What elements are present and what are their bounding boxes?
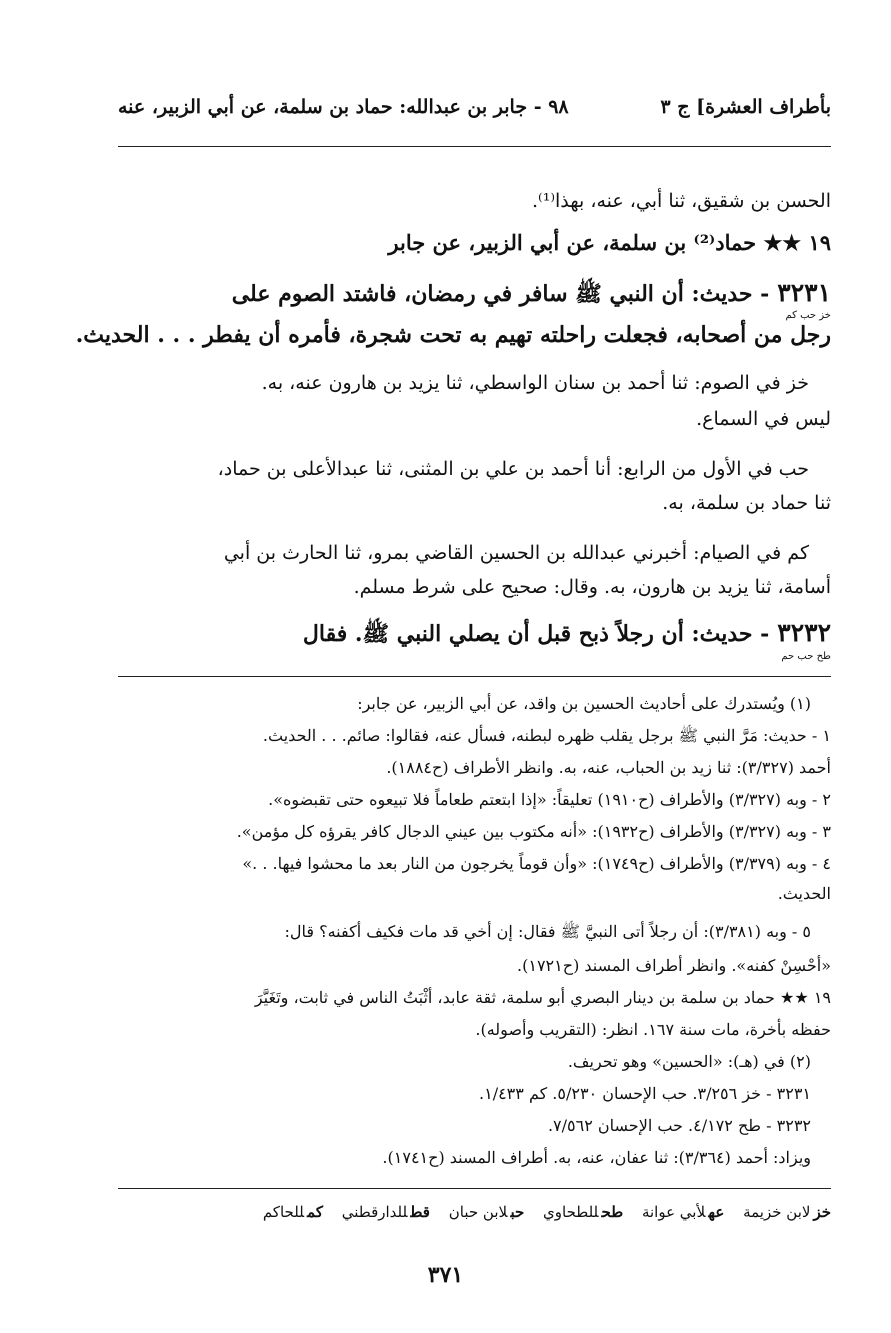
hadith-text: - حديث: أن رجلاً ذبح قبل أن يصلي النبي ﷺ. فقال xyxy=(302,621,770,647)
hadith-number: ٣٢٣٢ xyxy=(777,618,831,647)
header-chapter: ٩٨ - جابر بن عبدالله: حماد بن سلمة، عن أبي الزبير، عنه xyxy=(118,96,569,118)
abbreviations-legend xyxy=(118,1203,831,1221)
text-line: ثنا حماد بن سلمة، به. xyxy=(662,492,831,514)
footnote-rule xyxy=(118,676,831,677)
hadith-text: - حديث: أن النبي ﷺ سافر في رمضان، فاشتد الصوم على xyxy=(231,281,770,307)
footnote-line: «أحْسِنْ كفنه». وانظر أطراف المسند (ح١٧٢١). xyxy=(517,956,831,975)
header-rule xyxy=(118,146,831,147)
footnote-line: ٣٢٣٢ - طح ٤/١٧٢. حب الإحسان ٧/٥٦٢. xyxy=(547,1116,811,1135)
footnote-line: ١٩ ★★ حماد بن سلمة بن دينار البصري أبو سلمة، ثقة عابد، أثْبَتُ الناس في ثابت، وتَغَيَّرَ xyxy=(254,988,831,1007)
section-title: حماد⁽²⁾ بن سلمة، عن أبي الزبير، عن جابر xyxy=(388,230,757,255)
footnote-line: (٢) في (هـ): «الحسين» وهو تحريف. xyxy=(567,1052,811,1071)
footnote-line: أحمد (٣/٣٢٧): ثنا زيد بن الحباب، عنه، به. وانظر الأطراف (ح١٨٨٤). xyxy=(386,758,831,777)
footnote-line: ٣٢٣١ - خز ٣/٢٥٦. حب الإحسان ٥/٢٣٠. كم ١/٤٣٣. xyxy=(479,1084,811,1103)
legend-item: كمللحاكم xyxy=(262,1203,323,1221)
footnote-line: ٣ - وبه (٣/٣٢٧) والأطراف (ح١٩٣٢): «أنه مكتوب بين عيني الدجال كافر يقرؤه كل مؤمن». xyxy=(236,822,831,841)
footnote-line: ٥ - وبه (٣/٣٨١): أن رجلاً أتى النبيَّ ﷺ فقال: إن أخي قد مات فكيف أكفنه؟ قال: xyxy=(284,922,811,941)
text-line: كم في الصيام: أخبرني عبدالله بن الحسين القاضي بمرو، ثنا الحارث بن أبي xyxy=(223,542,809,564)
footnote-line: ١ - حديث: مَرَّ النبي ﷺ برجل يقلب ظهره لبطنه، فسأل عنه، فقالوا: صائم. . . الحديث. xyxy=(262,726,831,745)
legend-item: عهلأبي عوانة xyxy=(641,1203,725,1221)
hadith-3231 xyxy=(118,280,831,307)
legend-item: خزلابن خزيمة xyxy=(743,1203,831,1221)
footnote-line: ويزاد: أحمد (٣/٣٦٤): ثنا عفان، عنه، به. أطراف المسند (ح١٧٤١). xyxy=(382,1148,811,1167)
footnote-line: الحديث. xyxy=(777,884,831,903)
footnote-line: (١) ويُستدرك على أحاديث الحسين بن واقد، عن أبي الزبير، عن جابر: xyxy=(357,694,811,713)
legend-item: قطللدارقطني xyxy=(341,1203,430,1221)
running-header xyxy=(118,96,831,130)
section-number: ١٩ ★★ xyxy=(763,230,831,255)
footnote-line: ٤ - وبه (٣/٣٧٩) والأطراف (ح١٧٤٩): «وأن قوماً يخرجون من النار بعد ما محشوا فيها. . .» xyxy=(242,854,831,873)
legend-item: طحللطحاوي xyxy=(543,1203,624,1221)
section-heading xyxy=(118,230,831,256)
text-line: خز في الصوم: ثنا أحمد بن سنان الواسطي، ثنا يزيد بن هارون عنه، به. xyxy=(261,372,809,394)
source-codes: خز حب كم xyxy=(785,310,831,321)
legend-rule xyxy=(118,1188,831,1189)
legend-item: حبلابن حبان xyxy=(448,1203,525,1221)
hadith-text: رجل من أصحابه، فجعلت راحلته تهيم به تحت شجرة، فأمره أن يفطر . . . الحديث. xyxy=(75,322,831,348)
footnote-line: حفظه بأخرة، مات سنة ١٦٧. انظر: (التقريب وأصوله). xyxy=(475,1020,831,1039)
source-codes: طح حب حم xyxy=(781,651,831,662)
header-volume: بأطراف العشرة] ج ٣ xyxy=(660,96,831,118)
text-line: أسامة، ثنا يزيد بن هارون، به. وقال: صحيح على شرط مسلم. xyxy=(353,576,831,598)
text-line: الحسن بن شقيق، ثنا أبي، عنه، بهذا⁽¹⁾. xyxy=(531,190,831,212)
hadith-number: ٣٢٣١ xyxy=(777,278,831,307)
footnote-line: ٢ - وبه (٣/٣٢٧) والأطراف (ح١٩١٠) تعليقاً: «إذا ابتعتم طعاماً فلا تبيعوه حتى تقبضوه». xyxy=(268,790,831,809)
text-line: حب في الأول من الرابع: أنا أحمد بن علي بن المثنى، ثنا عبدالأعلى بن حماد، xyxy=(217,458,809,480)
text-line: ليس في السماع. xyxy=(696,408,831,430)
hadith-3232 xyxy=(118,620,831,647)
page-number: ٣٧١ xyxy=(427,1262,464,1288)
